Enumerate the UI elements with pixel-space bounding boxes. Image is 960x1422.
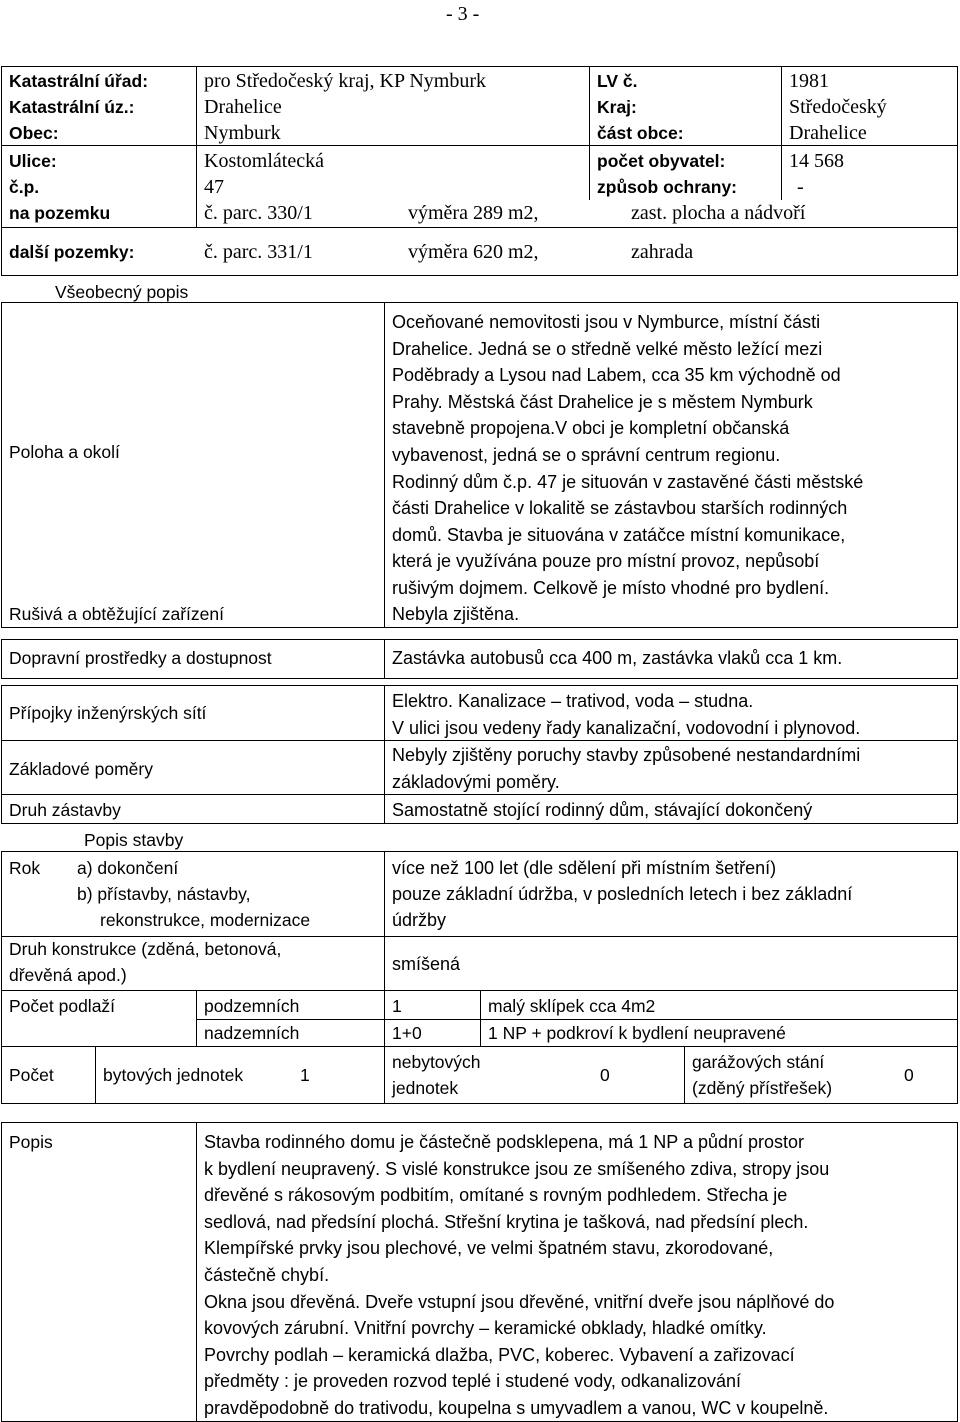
popis-stavby-heading: Popis stavby	[84, 830, 184, 850]
cast-obce-label: část obce:	[597, 123, 684, 143]
nebytovych-label-1: nebytových	[392, 1052, 481, 1072]
rok-a-value: více než 100 let (dle sdělení při místním šetření)	[392, 858, 777, 878]
poloha-label: Poloha a okolí	[9, 442, 120, 462]
garazovych-value: 0	[904, 1065, 914, 1085]
pripojky-text: Elektro. Kanalizace – trativod, voda – studna. V ulici jsou vedeny řady kanalizační, vodovodní i plynovod.	[392, 691, 861, 738]
podzemnich-count: 1	[392, 996, 402, 1016]
pocet-label: Počet	[9, 1065, 54, 1085]
zpusob-ochrany-label: způsob ochrany:	[597, 177, 738, 197]
pocet-podlazi-label: Počet podlaží	[9, 996, 116, 1016]
pocet-obyvatel-label: počet obyvatel:	[597, 151, 726, 171]
nadzemnich-count: 1+0	[392, 1023, 422, 1043]
cp-label: č.p.	[9, 177, 40, 197]
garazovych-label-2: (zděný přístřešek)	[692, 1078, 833, 1098]
dopravni-value: Zastávka autobusů cca 400 m, zastávka vlaků cca 1 km.	[392, 648, 843, 668]
druh-zastavby-value: Samostatně stojící rodinný dům, stávající dokončený	[392, 800, 813, 820]
rok-b-value-2: údržby	[392, 910, 447, 930]
podzemnich-label: podzemních	[204, 996, 300, 1016]
kraj-value: Středočeský	[789, 96, 887, 118]
pripojky-label: Přípojky inženýrských sítí	[9, 703, 207, 723]
dalsi-pozemky-parc: č. parc. 331/1	[204, 241, 313, 263]
dopravni-label: Dopravní prostředky a dostupnost	[9, 648, 272, 668]
rok-b-value-1: pouze základní údržba, v posledních letech i bez základní	[392, 884, 853, 904]
dalsi-pozemky-vymera: výměra 620 m2,	[408, 241, 539, 263]
zakladove-text: Nebyly zjištěny poruchy stavby způsobené nestandardními základovými poměry.	[392, 745, 861, 792]
na-pozemku-parc: č. parc. 330/1	[204, 202, 313, 224]
pocet-obyvatel-value: 14 568	[789, 150, 844, 172]
druh-zastavby-label: Druh zástavby	[9, 800, 121, 820]
zakladove-label: Základové poměry	[9, 759, 153, 779]
ulice-value: Kostomlátecká	[204, 150, 324, 172]
zpusob-ochrany-value: -	[797, 176, 804, 198]
na-pozemku-druh: zast. plocha a nádvoří	[631, 202, 806, 224]
page-number: - 3 -	[446, 3, 480, 25]
rusiva-label: Rušivá a obtěžující zařízení	[9, 604, 224, 624]
cp-value: 47	[204, 176, 224, 198]
na-pozemku-label: na pozemku	[9, 203, 111, 223]
kraj-label: Kraj:	[597, 97, 637, 117]
bytovych-label: bytových jednotek	[103, 1065, 244, 1085]
podzemnich-desc: malý sklípek cca 4m2	[488, 996, 656, 1016]
vseobecny-popis-heading: Všeobecný popis	[55, 282, 189, 302]
nadzemnich-desc: 1 NP + podkroví k bydlení neupravené	[488, 1023, 786, 1043]
rusiva-value: Nebyla zjištěna.	[392, 604, 520, 624]
kat-uz-value: Drahelice	[204, 96, 282, 118]
rok-b-label-1: b) přístavby, nástavby,	[77, 884, 251, 904]
kat-urad-label: Katastrální úřad:	[9, 71, 149, 91]
rok-a-label: a) dokončení	[77, 858, 179, 878]
lv-value: 1981	[789, 70, 829, 92]
popis-text: Stavba rodinného domu je částečně podsklepena, má 1 NP a půdní prostor k bydlení neupravený. S vislé konstrukce jsou ze smíšeného zdiva, stropy jsou dřevěné s rákosovým podbitím, omítané s rovným podhledem. Střecha je sedlová, nad předsíní plochá. Střešní krytina je tašková, nad předsíní plech. Klempířské prvky jsou plechové, ve velmi špatném stavu, zkorodované, částečně chybí. Okna jsou dřevěná. Dveře vstupní jsou dřevěné, vnitřní dveře jsou náplňové do kovových zárubní. Vnitřní povrchy – keramické obklady, hladké omítky. Povrchy podlah – keramická dlažba, PVC, koberec. Vybavení a zařizovací předměty : je proveden rozvod teplé i studené vody, odkanalizování pravděpodobně do trativodu, koupelna s umyvadlem a vanou, WC v koupelně.	[204, 1132, 835, 1418]
cast-obce-value: Drahelice	[789, 122, 867, 144]
druh-konstrukce-label-1: Druh konstrukce (zděná, betonová,	[9, 939, 282, 959]
poloha-text: Oceňované nemovitosti jsou v Nymburce, místní části Drahelice. Jedná se o středně velké město ležící mezi Poděbrady a Lysou nad Labem, cca 35 km východně od Prahy. Městská část Drahelice je s městem Nymburk stavebně propojena.V obci je kompletní občanská vybavenost, jedná se o správní centrum regionu. Rodinný dům č.p. 47 je situován v zastavěné části městské části Drahelice v lokalitě se zástavbou starších rodinných domů. Stavba je situována v zatáčce místní komunikace, která je využívána pouze pro místní provoz, nepůsobí rušivým dojmem. Celkově je místo vhodné pro bydlení.	[392, 312, 864, 598]
lv-label: LV č.	[597, 71, 638, 91]
bytovych-value: 1	[300, 1065, 310, 1085]
druh-konstrukce-label-2: dřevěná apod.)	[9, 965, 127, 985]
nebytovych-value: 0	[600, 1065, 610, 1085]
dalsi-pozemky-druh: zahrada	[631, 241, 694, 263]
nadzemnich-label: nadzemních	[204, 1023, 300, 1043]
ulice-label: Ulice:	[9, 151, 57, 171]
druh-konstrukce-value: smíšená	[392, 954, 461, 974]
obec-value: Nymburk	[204, 122, 281, 144]
popis-label: Popis	[9, 1132, 53, 1152]
rok-b-label-2: rekonstrukce, modernizace	[100, 910, 311, 930]
dalsi-pozemky-label: další pozemky:	[9, 242, 135, 262]
garazovych-label-1: garážových stání	[692, 1052, 825, 1072]
nebytovych-label-2: jednotek	[392, 1078, 459, 1098]
kat-uz-label: Katastrální úz.:	[9, 97, 135, 117]
na-pozemku-vymera: výměra 289 m2,	[408, 202, 539, 224]
obec-label: Obec:	[9, 123, 59, 143]
kat-urad-value: pro Středočeský kraj, KP Nymburk	[204, 70, 486, 92]
rok-label: Rok	[9, 858, 41, 878]
